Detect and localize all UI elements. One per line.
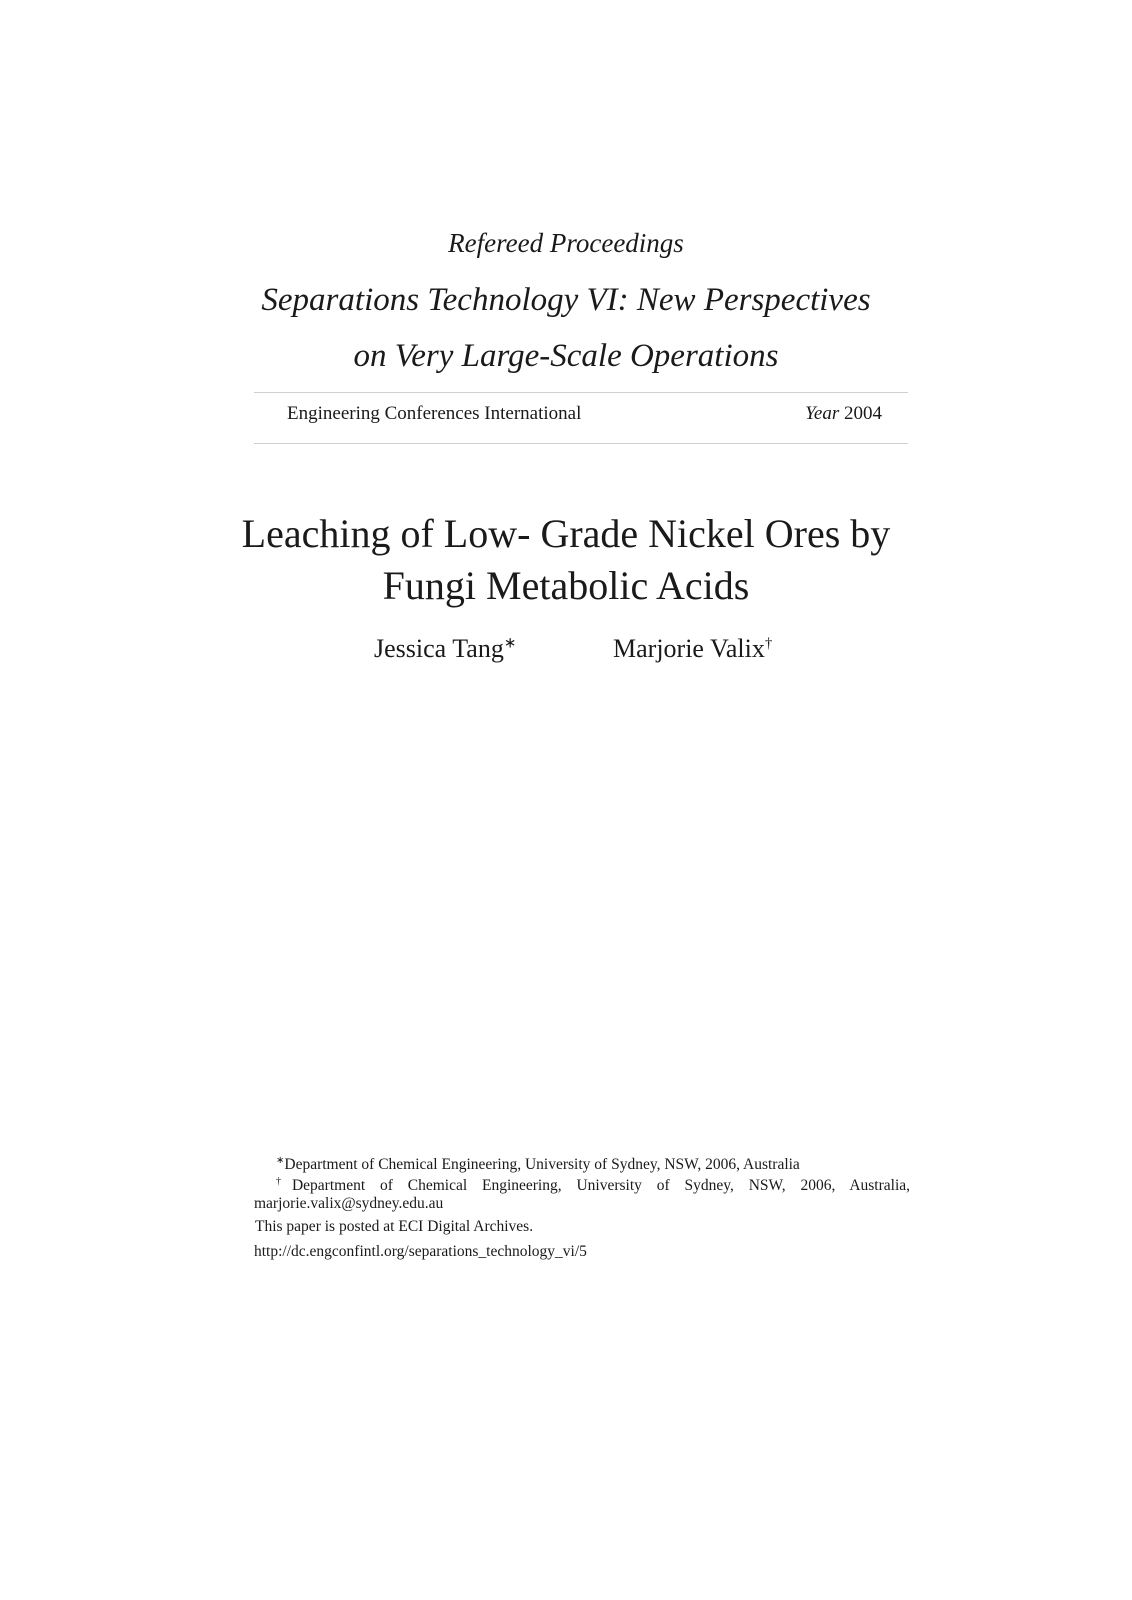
proceedings-title-line-2: on Very Large-Scale Operations	[353, 338, 779, 374]
footnote-2-mark: †	[276, 1175, 292, 1187]
author-1	[374, 634, 516, 664]
author-2	[613, 634, 772, 664]
header-divider-top	[254, 392, 908, 393]
publication-year	[805, 403, 882, 425]
archive-posted-note: This paper is posted at ECI Digital Archives.	[255, 1218, 534, 1235]
footnote-1-mark: ∗	[276, 1154, 285, 1166]
year-value: 2004	[844, 403, 882, 424]
author-1-mark: ∗	[503, 635, 517, 652]
author-2-name: Marjorie Valix	[613, 634, 765, 663]
author-1-name: Jessica Tang	[374, 634, 504, 663]
publisher-name: Engineering Conferences International	[287, 403, 582, 424]
footnote-2	[254, 1177, 910, 1213]
archive-url-link[interactable]: http://dc.engconfintl.org/separations_technology_vi/5	[254, 1243, 587, 1260]
footnote-1-text: Department of Chemical Engineering, University of Sydney, NSW, 2006, Australia	[284, 1156, 800, 1173]
series-label: Refereed Proceedings	[448, 228, 684, 258]
header-divider-bottom	[254, 443, 908, 444]
footnote-1	[276, 1156, 800, 1174]
paper-title-line-1: Leaching of Low- Grade Nickel Ores by	[241, 511, 891, 556]
author-2-mark: †	[764, 635, 773, 652]
footnote-2-text: Department of Chemical Engineering, University of Sydney, NSW, 2006, Australia, marjorie.valix@sydney.edu.au	[254, 1177, 911, 1212]
year-label: Year	[805, 403, 840, 424]
paper-title-line-2: Fungi Metabolic Acids	[382, 563, 750, 608]
proceedings-title-line-1: Separations Technology VI: New Perspectives	[261, 282, 871, 318]
